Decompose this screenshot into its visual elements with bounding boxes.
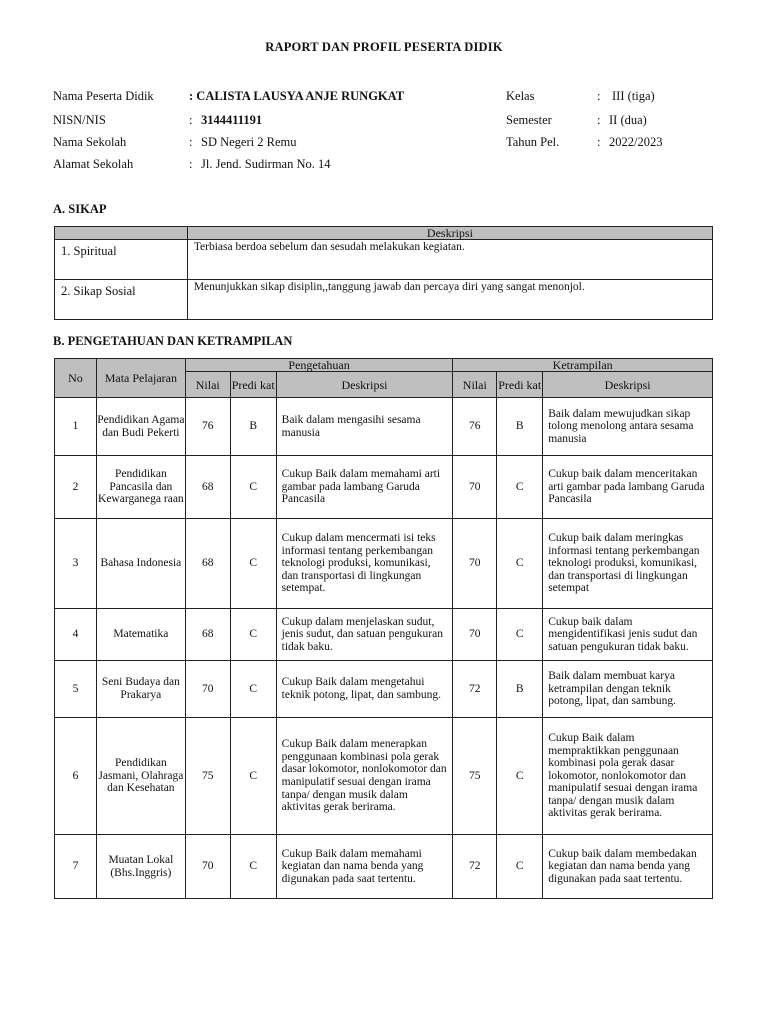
cell-k-deskripsi: Cukup baik dalam menceritakan arti gambar pada lambang Garuda Pancasila: [543, 456, 713, 519]
cell-p-deskripsi: Cukup Baik dalam menerapkan penggunaan kombinasi pola gerak dasar lokomotor, nonlokomotor dan manipulatif sesuai dengan irama tanpa/ dengan musik dalam aktivitas gerak berirama.: [276, 718, 453, 835]
cell-p-nilai: 70: [185, 835, 230, 899]
header-k-deskripsi: Deskripsi: [543, 372, 713, 398]
cell-mapel: Muatan Lokal (Bhs.Inggris): [96, 835, 185, 899]
cell-p-deskripsi: Cukup dalam mencermati isi teks informasi tentang perkembangan teknologi produksi, komunikasi, dan transportasi di lingkungan setempat.: [276, 519, 453, 609]
nama-label: Nama Peserta Didik: [53, 89, 154, 103]
cell-p-predikat: C: [230, 661, 276, 718]
cell-p-nilai: 68: [185, 519, 230, 609]
cell-p-deskripsi: Baik dalam mengasihi sesama manusia: [276, 398, 453, 456]
page-title: RAPORT DAN PROFIL PESERTA DIDIK: [265, 40, 503, 54]
table-row: [55, 718, 713, 835]
cell-p-predikat: C: [230, 718, 276, 835]
table-row: [55, 835, 713, 899]
nisn-label: NISN/NIS: [53, 113, 106, 127]
table-row: [55, 661, 713, 718]
tahun-value: 2022/2023: [609, 135, 663, 149]
cell-k-deskripsi: Cukup baik dalam mengidentifikasi jenis sudut dan satuan pengukuran tidak baku.: [543, 609, 713, 661]
alamat-label: Alamat Sekolah: [53, 157, 134, 171]
sikap-header-deskripsi: Deskripsi: [187, 227, 712, 240]
cell-p-predikat: C: [230, 609, 276, 661]
sikap-row: [55, 240, 713, 280]
cell-p-nilai: 68: [185, 609, 230, 661]
cell-k-predikat: B: [497, 661, 543, 718]
sikap-row-label: 1. Spiritual: [55, 240, 188, 280]
cell-no: 7: [55, 835, 97, 899]
table-row: [55, 456, 713, 519]
cell-k-deskripsi: Baik dalam mewujudkan sikap tolong menolong antara sesama manusia: [543, 398, 713, 456]
sikap-row-desc: Menunjukkan sikap disiplin,,tanggung jawab dan percaya diri yang sangat menonjol.: [187, 280, 712, 320]
sikap-row-desc: Terbiasa berdoa sebelum dan sesudah melakukan kegiatan.: [187, 240, 712, 280]
cell-no: 5: [55, 661, 97, 718]
cell-k-predikat: C: [497, 835, 543, 899]
cell-k-nilai: 70: [453, 609, 497, 661]
pk-table: [54, 358, 713, 899]
cell-k-predikat: C: [497, 456, 543, 519]
cell-p-predikat: C: [230, 456, 276, 519]
sikap-table: [54, 226, 713, 320]
cell-k-deskripsi: Baik dalam membuat karya ketrampilan dengan teknik potong, lipat, dan sambung.: [543, 661, 713, 718]
header-ketrampilan: Ketrampilan: [453, 359, 713, 372]
tahun-label: Tahun Pel.: [506, 135, 560, 149]
sikap-row-label: 2. Sikap Sosial: [55, 280, 188, 320]
cell-p-deskripsi: Cukup Baik dalam memahami arti gambar pada lambang Garuda Pancasila: [276, 456, 453, 519]
sekolah-label: Nama Sekolah: [53, 135, 127, 149]
sikap-row: [55, 280, 713, 320]
cell-p-nilai: 76: [185, 398, 230, 456]
table-row: [55, 609, 713, 661]
cell-k-nilai: 70: [453, 519, 497, 609]
cell-no: 6: [55, 718, 97, 835]
cell-no: 3: [55, 519, 97, 609]
cell-p-nilai: 68: [185, 456, 230, 519]
cell-k-deskripsi: Cukup baik dalam membedakan kegiatan dan nama benda yang digunakan pada saat tertentu.: [543, 835, 713, 899]
header-k-predikat: Predi kat: [497, 372, 543, 398]
cell-no: 4: [55, 609, 97, 661]
cell-k-deskripsi: Cukup baik dalam meringkas informasi tentang perkembangan teknologi produksi, komunikasi, dan transportasi di lingkungan setempat: [543, 519, 713, 609]
cell-mapel: Pendidikan Agama dan Budi Pekerti: [96, 398, 185, 456]
cell-k-predikat: B: [497, 398, 543, 456]
cell-mapel: Pendidikan Jasmani, Olahraga dan Kesehatan: [96, 718, 185, 835]
alamat-colon: :: [189, 157, 193, 171]
cell-p-predikat: B: [230, 398, 276, 456]
cell-k-predikat: C: [497, 519, 543, 609]
cell-mapel: Bahasa Indonesia: [96, 519, 185, 609]
cell-no: 2: [55, 456, 97, 519]
cell-p-deskripsi: Cukup dalam menjelaskan sudut, jenis sudut, dan satuan pengukuran tidak baku.: [276, 609, 453, 661]
sekolah-colon: :: [189, 135, 193, 149]
sikap-heading: A. SIKAP: [53, 202, 107, 216]
cell-k-nilai: 70: [453, 456, 497, 519]
semester-colon: :: [597, 113, 601, 127]
cell-k-predikat: C: [497, 718, 543, 835]
nama-value: : CALISTA LAUSYA ANJE RUNGKAT: [189, 89, 405, 103]
cell-p-predikat: C: [230, 519, 276, 609]
tahun-colon: :: [597, 135, 601, 149]
header-p-deskripsi: Deskripsi: [276, 372, 453, 398]
cell-p-deskripsi: Cukup Baik dalam mengetahui teknik potong, lipat, dan sambung.: [276, 661, 453, 718]
header-mapel: Mata Pelajaran: [96, 359, 185, 398]
nisn-colon: :: [189, 113, 193, 127]
header-k-nilai: Nilai: [453, 372, 497, 398]
header-no: No: [55, 359, 97, 398]
cell-mapel: Pendidikan Pancasila dan Kewarganega raan: [96, 456, 185, 519]
table-row: [55, 398, 713, 456]
semester-label: Semester: [506, 113, 552, 127]
cell-p-deskripsi: Cukup Baik dalam memahami kegiatan dan nama benda yang digunakan pada saat tertentu.: [276, 835, 453, 899]
alamat-value: Jl. Jend. Sudirman No. 14: [201, 157, 331, 171]
semester-value: II (dua): [609, 113, 647, 127]
cell-k-nilai: 76: [453, 398, 497, 456]
header-p-predikat: Predi kat: [230, 372, 276, 398]
header-p-nilai: Nilai: [185, 372, 230, 398]
cell-mapel: Seni Budaya dan Prakarya: [96, 661, 185, 718]
cell-k-predikat: C: [497, 609, 543, 661]
cell-k-nilai: 72: [453, 835, 497, 899]
cell-k-deskripsi: Cukup Baik dalam mempraktikkan penggunaan kombinasi pola gerak dasar lokomotor, nonlokomotor dan manipulatif sesuai dengan irama tanpa/ dengan musik dalam aktivitas gerak berirama.: [543, 718, 713, 835]
cell-k-nilai: 75: [453, 718, 497, 835]
cell-mapel: Matematika: [96, 609, 185, 661]
cell-p-nilai: 75: [185, 718, 230, 835]
cell-no: 1: [55, 398, 97, 456]
sikap-header-blank: [55, 227, 188, 240]
header-pengetahuan: Pengetahuan: [185, 359, 453, 372]
cell-p-predikat: C: [230, 835, 276, 899]
pk-heading: B. PENGETAHUAN DAN KETRAMPILAN: [53, 334, 293, 348]
kelas-colon: :: [597, 89, 601, 103]
cell-p-nilai: 70: [185, 661, 230, 718]
kelas-value: III (tiga): [612, 89, 655, 103]
nisn-value: 3144411191: [201, 113, 263, 127]
kelas-label: Kelas: [506, 89, 535, 103]
cell-k-nilai: 72: [453, 661, 497, 718]
sekolah-value: SD Negeri 2 Remu: [201, 135, 297, 149]
table-row: [55, 519, 713, 609]
